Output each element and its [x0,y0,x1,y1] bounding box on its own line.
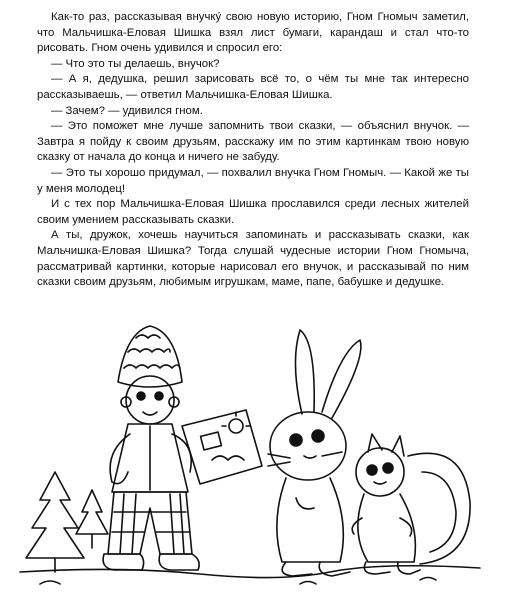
paragraph-7: И с тех пор Мальчишка-Еловая Шишка прославился среди лесных жителей своим умением рассказывать сказки. [37,198,469,226]
boy-icon [103,326,199,570]
ground [20,566,480,584]
fir-tree-small-icon [76,490,108,548]
story-text [37,10,469,291]
paragraph-3: — А я, дедушка, решил зарисовать всё то, о чём ты мне так интересно рассказываешь, — ответил Мальчишка-Еловая Шишка. [37,73,469,101]
squirrel-icon [352,434,470,574]
hare-icon [268,330,361,576]
paragraph-4: — Зачем? — удивился гном. [51,104,203,117]
paragraph-1: Как-то раз, рассказывая внучку́ свою новую историю, Гном Гномыч заметил, что Мальчишка-Еловая Шишка взял лист бумаги, карандаш и стал что-то рисовать. Гном очень удивился и спросил его: [37,11,469,55]
paragraph-2: — Что это ты делаешь, внучок? [51,57,220,70]
fir-tree-icon [26,472,84,572]
coloring-illustration [0,322,508,592]
paragraph-5: — Это поможет мне лучше запомнить твои сказки, — объяснил внучок. — Завтра я пойду к своим друзьям, расскажу им по этим картинкам твою новую сказку от начала до конца и ничего не забуду. [37,120,469,164]
paragraph-8: А ты, дружок, хочешь научиться запоминать и рассказывать сказки, как Мальчишка-Еловая Шишка? Тогда слушай чудесные истории Гном Гномыча, рассматривай картинки, которые нарисовал его внучок, и рассказывай по ним сказки своим друзьям, любимым игрушкам, маме, папе, бабушке и дедушке. [37,229,469,289]
illustration-drawing [0,322,508,592]
drawing-paper-icon [182,410,262,484]
paragraph-6: — Это ты хорошо придумал, — похвалил внучка Гном Гномыч. — Какой же ты у меня молодец! [37,166,469,195]
